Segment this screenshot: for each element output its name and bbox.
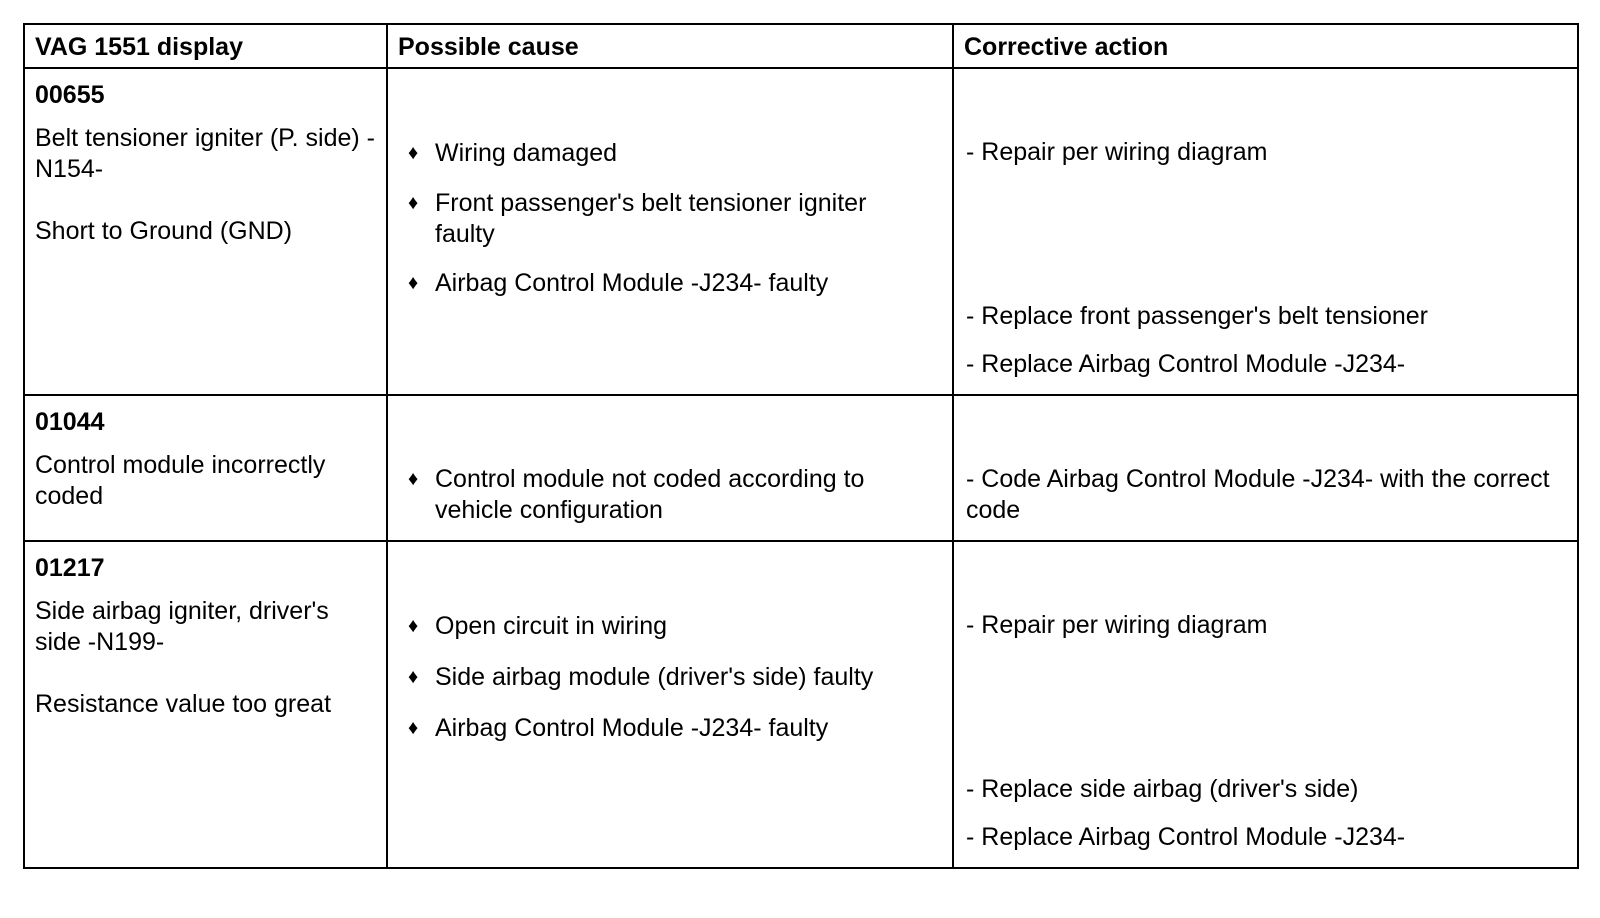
cause-item xyxy=(408,662,928,693)
table-row xyxy=(24,395,1578,541)
cause-item xyxy=(408,138,928,169)
cause-item xyxy=(408,268,928,299)
display-cell xyxy=(24,395,387,541)
cause-cell xyxy=(387,541,953,868)
cause-text: Control module not coded according to vehicle configuration xyxy=(435,465,865,524)
action-item: - Repair per wiring diagram xyxy=(966,138,1268,166)
action-item: - Replace front passenger's belt tensioner xyxy=(966,302,1428,330)
action-item: - Code Airbag Control Module -J234- with the correct code xyxy=(966,465,1550,524)
cause-text: Wiring damaged xyxy=(435,139,618,167)
bullet-icon: ♦ xyxy=(408,468,419,490)
cause-text: Airbag Control Module -J234- faulty xyxy=(435,714,829,742)
display-cell xyxy=(24,68,387,395)
display-description: Side airbag igniter, driver's side -N199- xyxy=(35,597,329,656)
action-item: - Replace Airbag Control Module -J234- xyxy=(966,823,1406,851)
bullet-icon: ♦ xyxy=(408,142,419,164)
cause-text: Open circuit in wiring xyxy=(435,612,668,640)
action-cell xyxy=(953,68,1578,395)
cause-item xyxy=(408,713,928,744)
bullet-icon: ♦ xyxy=(408,615,419,637)
table-row xyxy=(24,541,1578,868)
display-description: Control module incorrectly coded xyxy=(35,451,326,510)
cause-item xyxy=(408,188,928,250)
header-possible-cause: Possible cause xyxy=(387,24,953,68)
display-description: Short to Ground (GND) xyxy=(35,217,293,245)
action-cell xyxy=(953,541,1578,868)
fault-code: 01044 xyxy=(35,408,105,436)
action-item: - Repair per wiring diagram xyxy=(966,611,1268,639)
cause-item xyxy=(408,611,928,642)
bullet-icon: ♦ xyxy=(408,666,419,688)
cause-cell xyxy=(387,395,953,541)
display-description: Belt tensioner igniter (P. side) -N154- xyxy=(35,124,375,183)
cause-text: Side airbag module (driver's side) faulty xyxy=(435,663,874,691)
action-item: - Replace Airbag Control Module -J234- xyxy=(966,350,1406,378)
header-corrective-action: Corrective action xyxy=(953,24,1578,68)
action-item: - Replace side airbag (driver's side) xyxy=(966,775,1359,803)
bullet-icon: ♦ xyxy=(408,717,419,739)
display-cell xyxy=(24,541,387,868)
action-cell xyxy=(953,395,1578,541)
header-vag-display: VAG 1551 display xyxy=(24,24,387,68)
display-description: Resistance value too great xyxy=(35,690,332,718)
fault-code: 01217 xyxy=(35,554,105,582)
cause-text: Front passenger's belt tensioner igniter faulty xyxy=(435,189,867,248)
bullet-icon: ♦ xyxy=(408,272,419,294)
header-row xyxy=(24,24,1578,68)
fault-code-table xyxy=(23,23,1579,869)
cause-text: Airbag Control Module -J234- faulty xyxy=(435,269,829,297)
table-row xyxy=(24,68,1578,395)
fault-code: 00655 xyxy=(35,81,105,109)
cause-item xyxy=(408,464,928,526)
bullet-icon: ♦ xyxy=(408,192,419,214)
cause-cell xyxy=(387,68,953,395)
